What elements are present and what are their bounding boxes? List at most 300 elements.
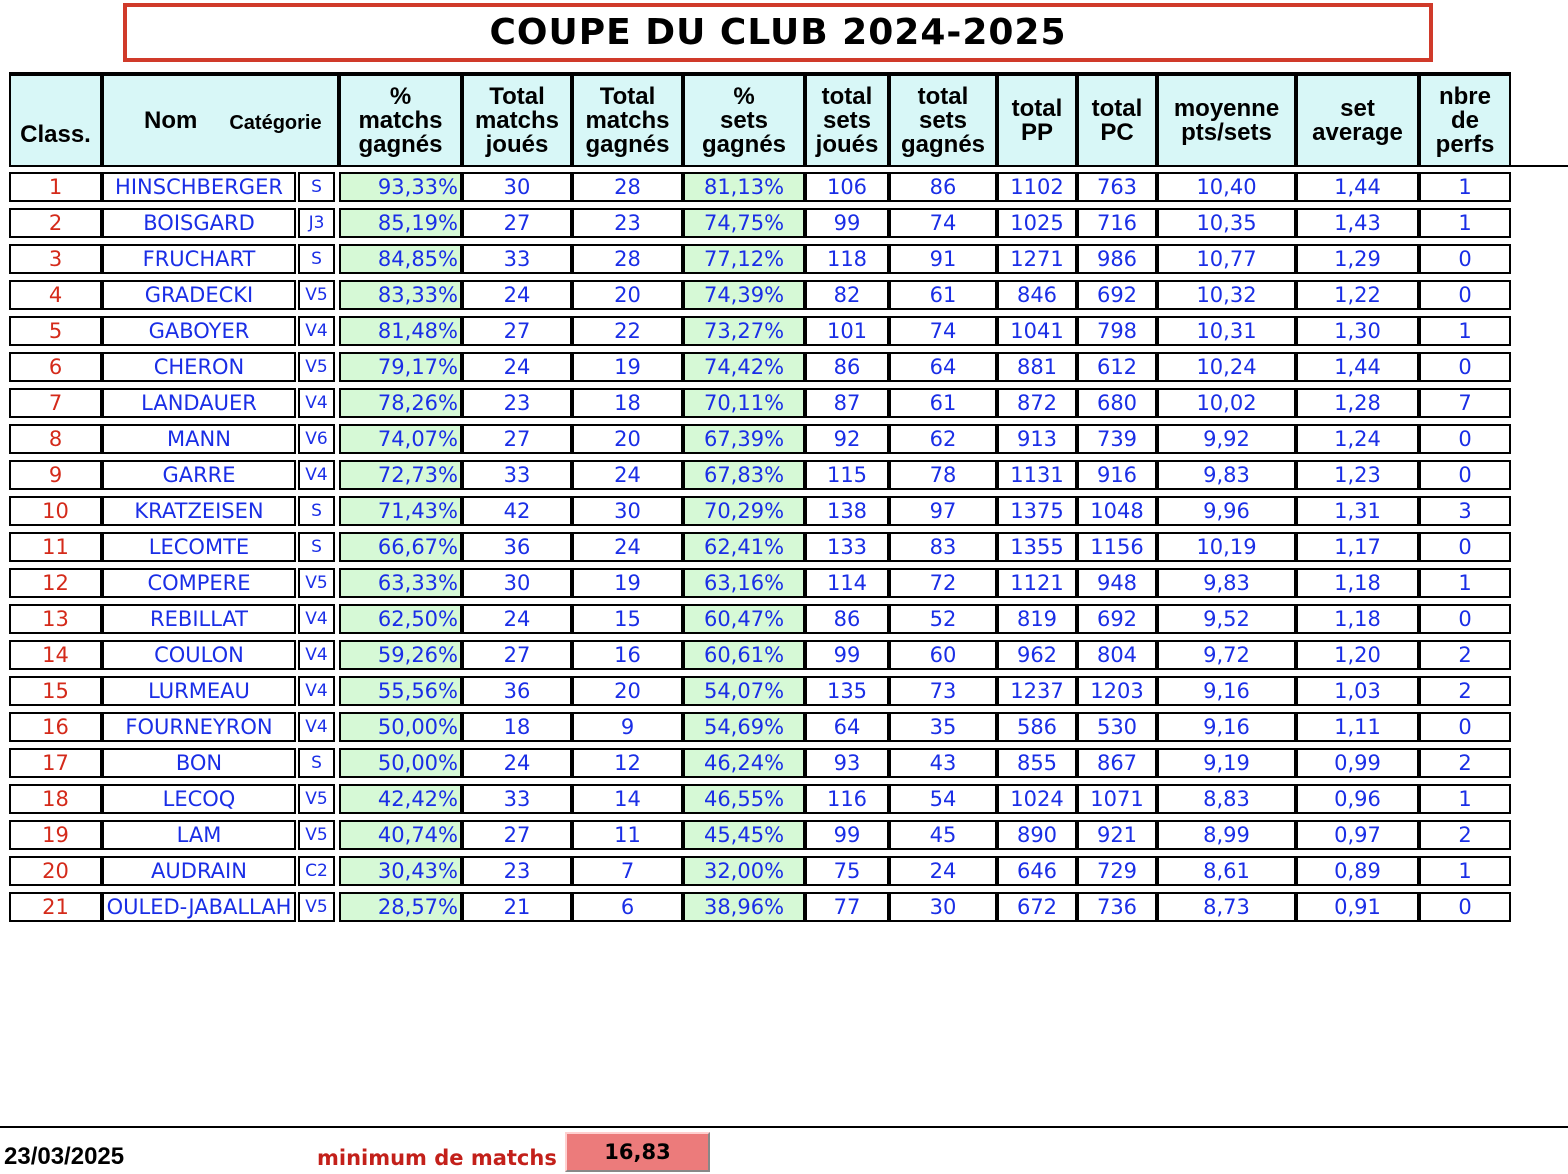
- matchs-joues-cell: 33: [462, 460, 572, 490]
- sets-gagnes-cell: 45: [889, 820, 997, 850]
- total-pc-cell: 729: [1077, 856, 1157, 886]
- set-average-cell: 1,44: [1296, 172, 1419, 202]
- category-cell: V6: [298, 424, 335, 454]
- rank-cell: 7: [9, 388, 102, 418]
- matchs-joues-cell: 33: [462, 784, 572, 814]
- moyenne-cell: 9,83: [1157, 460, 1296, 490]
- sets-joues-cell: 133: [805, 532, 889, 562]
- sets-gagnes-cell: 52: [889, 604, 997, 634]
- set-average-cell: 1,17: [1296, 532, 1419, 562]
- total-pc-cell: 948: [1077, 568, 1157, 598]
- category-cell: V4: [298, 388, 335, 418]
- header-total-sets-gagnes-line: gagnés: [900, 130, 986, 158]
- category-cell: S: [298, 244, 335, 274]
- perfs-cell: 0: [1419, 712, 1511, 742]
- matchs-gagnes-cell: 20: [572, 280, 683, 310]
- category-cell: J3: [298, 208, 335, 238]
- header-pct-sets: [683, 72, 805, 167]
- player-name-cell: COULON: [102, 640, 296, 670]
- header-pct-matchs: [339, 72, 462, 167]
- moyenne-cell: 10,02: [1157, 388, 1296, 418]
- category-cell: V4: [298, 712, 335, 742]
- header-total-matchs-gagnes-line: gagnés: [585, 130, 670, 158]
- sets-gagnes-cell: 78: [889, 460, 997, 490]
- rank-cell: 10: [9, 496, 102, 526]
- matchs-gagnes-cell: 11: [572, 820, 683, 850]
- category-cell: V4: [298, 316, 335, 346]
- moyenne-cell: 9,16: [1157, 712, 1296, 742]
- pct-sets-cell: 73,27%: [683, 316, 805, 346]
- sets-joues-cell: 82: [805, 280, 889, 310]
- rank-cell: 19: [9, 820, 102, 850]
- header-pct-matchs-line: matchs: [358, 106, 443, 134]
- set-average-cell: 0,91: [1296, 892, 1419, 922]
- sets-gagnes-cell: 86: [889, 172, 997, 202]
- sets-gagnes-cell: 97: [889, 496, 997, 526]
- matchs-joues-cell: 36: [462, 532, 572, 562]
- set-average-cell: 1,31: [1296, 496, 1419, 526]
- matchs-joues-cell: 24: [462, 604, 572, 634]
- sets-gagnes-cell: 35: [889, 712, 997, 742]
- rank-cell: 20: [9, 856, 102, 886]
- header-pct-matchs-line: gagnés: [358, 130, 443, 158]
- total-pp-cell: 872: [997, 388, 1077, 418]
- matchs-joues-cell: 27: [462, 208, 572, 238]
- sets-gagnes-cell: 74: [889, 316, 997, 346]
- category-cell: V5: [298, 352, 335, 382]
- player-name-cell: FOURNEYRON: [102, 712, 296, 742]
- sets-joues-cell: 135: [805, 676, 889, 706]
- header-moyenne-line: moyenne: [1173, 94, 1280, 122]
- pct-matchs-cell: 84,85%: [339, 244, 462, 274]
- pct-matchs-cell: 42,42%: [339, 784, 462, 814]
- header-total-matchs-gagnes-line: Total: [599, 82, 656, 110]
- total-pc-cell: 739: [1077, 424, 1157, 454]
- sets-gagnes-cell: 43: [889, 748, 997, 778]
- pct-sets-cell: 74,39%: [683, 280, 805, 310]
- pct-sets-cell: 54,07%: [683, 676, 805, 706]
- matchs-gagnes-cell: 9: [572, 712, 683, 742]
- total-pp-cell: 855: [997, 748, 1077, 778]
- rank-cell: 2: [9, 208, 102, 238]
- header-pct-matchs-line: %: [389, 82, 412, 110]
- total-pc-cell: 798: [1077, 316, 1157, 346]
- pct-sets-cell: 54,69%: [683, 712, 805, 742]
- sets-joues-cell: 64: [805, 712, 889, 742]
- pct-sets-cell: 63,16%: [683, 568, 805, 598]
- set-average-cell: 1,18: [1296, 604, 1419, 634]
- perfs-cell: 0: [1419, 892, 1511, 922]
- moyenne-cell: 10,35: [1157, 208, 1296, 238]
- rank-cell: 5: [9, 316, 102, 346]
- total-pc-cell: 716: [1077, 208, 1157, 238]
- moyenne-cell: 8,83: [1157, 784, 1296, 814]
- matchs-gagnes-cell: 14: [572, 784, 683, 814]
- rank-cell: 16: [9, 712, 102, 742]
- sets-joues-cell: 99: [805, 640, 889, 670]
- rank-cell: 3: [9, 244, 102, 274]
- moyenne-cell: 10,31: [1157, 316, 1296, 346]
- set-average-cell: 1,44: [1296, 352, 1419, 382]
- header-total-matchs-gagnes: [572, 72, 683, 167]
- matchs-joues-cell: 27: [462, 640, 572, 670]
- total-pp-cell: 1041: [997, 316, 1077, 346]
- rank-cell: 12: [9, 568, 102, 598]
- pct-matchs-cell: 28,57%: [339, 892, 462, 922]
- matchs-gagnes-cell: 15: [572, 604, 683, 634]
- category-cell: V4: [298, 640, 335, 670]
- matchs-joues-cell: 18: [462, 712, 572, 742]
- pct-matchs-cell: 62,50%: [339, 604, 462, 634]
- page-title: COUPE DU CLUB 2024-2025: [489, 12, 1067, 53]
- player-name-cell: GRADECKI: [102, 280, 296, 310]
- set-average-cell: 1,30: [1296, 316, 1419, 346]
- set-average-cell: 1,03: [1296, 676, 1419, 706]
- matchs-gagnes-cell: 18: [572, 388, 683, 418]
- total-pp-cell: 672: [997, 892, 1077, 922]
- total-pp-cell: 1237: [997, 676, 1077, 706]
- moyenne-cell: 10,32: [1157, 280, 1296, 310]
- perfs-cell: 0: [1419, 280, 1511, 310]
- total-pp-cell: 1131: [997, 460, 1077, 490]
- matchs-gagnes-cell: 28: [572, 172, 683, 202]
- sets-joues-cell: 92: [805, 424, 889, 454]
- matchs-joues-cell: 30: [462, 172, 572, 202]
- header-pct-sets-line: %: [733, 82, 755, 110]
- pct-sets-cell: 46,24%: [683, 748, 805, 778]
- footer-divider: [0, 1126, 1568, 1128]
- header-total-pp-line: total: [1011, 94, 1063, 122]
- total-pc-cell: 1071: [1077, 784, 1157, 814]
- rank-cell: 18: [9, 784, 102, 814]
- sets-joues-cell: 75: [805, 856, 889, 886]
- pct-sets-cell: 45,45%: [683, 820, 805, 850]
- sets-gagnes-cell: 73: [889, 676, 997, 706]
- total-pc-cell: 1156: [1077, 532, 1157, 562]
- sets-joues-cell: 77: [805, 892, 889, 922]
- total-pp-cell: 913: [997, 424, 1077, 454]
- total-pc-cell: 804: [1077, 640, 1157, 670]
- total-pc-cell: 1203: [1077, 676, 1157, 706]
- matchs-gagnes-cell: 28: [572, 244, 683, 274]
- set-average-cell: 0,96: [1296, 784, 1419, 814]
- rank-cell: 15: [9, 676, 102, 706]
- rank-cell: 1: [9, 172, 102, 202]
- header-nom: [102, 72, 339, 167]
- header-total-sets-joues: [805, 72, 889, 167]
- total-pp-cell: 1271: [997, 244, 1077, 274]
- category-cell: S: [298, 532, 335, 562]
- moyenne-cell: 10,19: [1157, 532, 1296, 562]
- matchs-gagnes-cell: 24: [572, 532, 683, 562]
- sets-gagnes-cell: 60: [889, 640, 997, 670]
- sets-gagnes-cell: 64: [889, 352, 997, 382]
- header-nbre-perfs-line: nbre: [1438, 82, 1491, 110]
- category-cell: C2: [298, 856, 335, 886]
- total-pc-cell: 763: [1077, 172, 1157, 202]
- pct-matchs-cell: 74,07%: [339, 424, 462, 454]
- header-total-pc: [1077, 72, 1157, 167]
- moyenne-cell: 9,52: [1157, 604, 1296, 634]
- sets-joues-cell: 106: [805, 172, 889, 202]
- total-pc-cell: 986: [1077, 244, 1157, 274]
- sets-joues-cell: 101: [805, 316, 889, 346]
- header-total-sets-gagnes-line: sets: [918, 106, 968, 134]
- total-pc-cell: 1048: [1077, 496, 1157, 526]
- sets-joues-cell: 99: [805, 820, 889, 850]
- matchs-gagnes-cell: 24: [572, 460, 683, 490]
- category-cell: S: [298, 748, 335, 778]
- perfs-cell: 2: [1419, 820, 1511, 850]
- pct-matchs-cell: 79,17%: [339, 352, 462, 382]
- pct-matchs-cell: 55,56%: [339, 676, 462, 706]
- pct-matchs-cell: 85,19%: [339, 208, 462, 238]
- header-total-pc-line: PC: [1100, 118, 1134, 146]
- moyenne-cell: 10,24: [1157, 352, 1296, 382]
- header-nbre-perfs-line: perfs: [1435, 130, 1495, 158]
- moyenne-cell: 9,72: [1157, 640, 1296, 670]
- sets-gagnes-cell: 62: [889, 424, 997, 454]
- header-total-pc-line: total: [1091, 94, 1143, 122]
- header-nbre-perfs-line: de: [1450, 106, 1479, 134]
- pct-matchs-cell: 71,43%: [339, 496, 462, 526]
- moyenne-cell: 9,92: [1157, 424, 1296, 454]
- rank-cell: 4: [9, 280, 102, 310]
- pct-sets-cell: 67,83%: [683, 460, 805, 490]
- rank-cell: 11: [9, 532, 102, 562]
- sets-gagnes-cell: 61: [889, 280, 997, 310]
- total-pp-cell: 1355: [997, 532, 1077, 562]
- perfs-cell: 0: [1419, 460, 1511, 490]
- category-cell: S: [298, 496, 335, 526]
- header-set-average: [1296, 72, 1419, 167]
- sets-gagnes-cell: 30: [889, 892, 997, 922]
- player-name-cell: BOISGARD: [102, 208, 296, 238]
- pct-matchs-cell: 40,74%: [339, 820, 462, 850]
- category-cell: S: [298, 172, 335, 202]
- player-name-cell: COMPERE: [102, 568, 296, 598]
- sets-joues-cell: 93: [805, 748, 889, 778]
- total-pp-cell: 819: [997, 604, 1077, 634]
- total-pp-cell: 1024: [997, 784, 1077, 814]
- pct-matchs-cell: 63,33%: [339, 568, 462, 598]
- perfs-cell: 2: [1419, 640, 1511, 670]
- header-total-matchs-gagnes-line: matchs: [585, 106, 670, 134]
- header-pct-sets-line: gagnés: [701, 130, 787, 158]
- pct-sets-cell: 70,29%: [683, 496, 805, 526]
- date-label: 23/03/2025: [4, 1143, 125, 1170]
- perfs-cell: 1: [1419, 784, 1511, 814]
- pct-matchs-cell: 30,43%: [339, 856, 462, 886]
- pct-sets-cell: 38,96%: [683, 892, 805, 922]
- matchs-gagnes-cell: 16: [572, 640, 683, 670]
- pct-sets-cell: 60,47%: [683, 604, 805, 634]
- header-total-sets-joues-line: sets: [822, 106, 872, 134]
- pct-matchs-cell: 50,00%: [339, 712, 462, 742]
- pct-sets-cell: 67,39%: [683, 424, 805, 454]
- perfs-cell: 0: [1419, 604, 1511, 634]
- total-pp-cell: 1121: [997, 568, 1077, 598]
- sets-joues-cell: 87: [805, 388, 889, 418]
- matchs-joues-cell: 24: [462, 352, 572, 382]
- total-pc-cell: 530: [1077, 712, 1157, 742]
- header-total-sets-gagnes: [889, 72, 997, 167]
- pct-sets-cell: 74,75%: [683, 208, 805, 238]
- rank-cell: 13: [9, 604, 102, 634]
- perfs-cell: 1: [1419, 172, 1511, 202]
- set-average-cell: 0,89: [1296, 856, 1419, 886]
- set-average-cell: 1,23: [1296, 460, 1419, 490]
- matchs-gagnes-cell: 23: [572, 208, 683, 238]
- total-pc-cell: 680: [1077, 388, 1157, 418]
- header-nbre-perfs: [1419, 72, 1511, 167]
- total-pp-cell: 1102: [997, 172, 1077, 202]
- matchs-joues-cell: 30: [462, 568, 572, 598]
- set-average-cell: 1,28: [1296, 388, 1419, 418]
- total-pp-cell: 1025: [997, 208, 1077, 238]
- perfs-cell: 1: [1419, 208, 1511, 238]
- header-pct-sets-line: sets: [719, 106, 769, 134]
- moyenne-cell: 10,77: [1157, 244, 1296, 274]
- perfs-cell: 1: [1419, 568, 1511, 598]
- total-pp-cell: 846: [997, 280, 1077, 310]
- minimum-matches-value[interactable]: 16,83: [565, 1132, 710, 1172]
- category-cell: V5: [298, 280, 335, 310]
- total-pp-cell: 586: [997, 712, 1077, 742]
- moyenne-cell: 9,19: [1157, 748, 1296, 778]
- header-divider: [1510, 165, 1568, 167]
- header-categorie-label: Catégorie: [229, 111, 322, 134]
- pct-sets-cell: 62,41%: [683, 532, 805, 562]
- total-pp-cell: 881: [997, 352, 1077, 382]
- set-average-cell: 1,43: [1296, 208, 1419, 238]
- sets-joues-cell: 99: [805, 208, 889, 238]
- set-average-cell: 1,29: [1296, 244, 1419, 274]
- pct-sets-cell: 32,00%: [683, 856, 805, 886]
- player-name-cell: LECOQ: [102, 784, 296, 814]
- matchs-joues-cell: 23: [462, 388, 572, 418]
- sets-joues-cell: 115: [805, 460, 889, 490]
- moyenne-cell: 8,73: [1157, 892, 1296, 922]
- matchs-joues-cell: 33: [462, 244, 572, 274]
- category-cell: V4: [298, 460, 335, 490]
- header-total-sets-joues-line: joués: [815, 130, 879, 158]
- player-name-cell: FRUCHART: [102, 244, 296, 274]
- total-pp-cell: 646: [997, 856, 1077, 886]
- sets-joues-cell: 86: [805, 352, 889, 382]
- pct-sets-cell: 74,42%: [683, 352, 805, 382]
- matchs-gagnes-cell: 30: [572, 496, 683, 526]
- moyenne-cell: 9,16: [1157, 676, 1296, 706]
- rank-cell: 21: [9, 892, 102, 922]
- moyenne-cell: 9,96: [1157, 496, 1296, 526]
- header-moyenne-line: pts/sets: [1181, 118, 1272, 146]
- player-name-cell: MANN: [102, 424, 296, 454]
- pct-sets-cell: 77,12%: [683, 244, 805, 274]
- matchs-gagnes-cell: 19: [572, 568, 683, 598]
- matchs-joues-cell: 23: [462, 856, 572, 886]
- player-name-cell: REBILLAT: [102, 604, 296, 634]
- header-class: [9, 72, 102, 167]
- matchs-joues-cell: 42: [462, 496, 572, 526]
- header-class-label: Class.: [20, 120, 91, 148]
- pct-sets-cell: 81,13%: [683, 172, 805, 202]
- perfs-cell: 2: [1419, 676, 1511, 706]
- pct-matchs-cell: 59,26%: [339, 640, 462, 670]
- pct-matchs-cell: 72,73%: [339, 460, 462, 490]
- player-name-cell: AUDRAIN: [102, 856, 296, 886]
- pct-sets-cell: 60,61%: [683, 640, 805, 670]
- set-average-cell: 1,18: [1296, 568, 1419, 598]
- pct-matchs-cell: 81,48%: [339, 316, 462, 346]
- matchs-joues-cell: 27: [462, 316, 572, 346]
- matchs-gagnes-cell: 20: [572, 676, 683, 706]
- pct-matchs-cell: 50,00%: [339, 748, 462, 778]
- player-name-cell: OULED-JABALLAH: [102, 892, 296, 922]
- header-total-matchs-joues: [462, 72, 572, 167]
- matchs-joues-cell: 24: [462, 748, 572, 778]
- sets-gagnes-cell: 72: [889, 568, 997, 598]
- total-pp-cell: 890: [997, 820, 1077, 850]
- sets-gagnes-cell: 61: [889, 388, 997, 418]
- player-name-cell: HINSCHBERGER: [102, 172, 296, 202]
- matchs-gagnes-cell: 7: [572, 856, 683, 886]
- header-total-matchs-joues-line: joués: [485, 130, 549, 158]
- rank-cell: 17: [9, 748, 102, 778]
- set-average-cell: 0,99: [1296, 748, 1419, 778]
- perfs-cell: 0: [1419, 352, 1511, 382]
- moyenne-cell: 9,83: [1157, 568, 1296, 598]
- total-pp-cell: 1375: [997, 496, 1077, 526]
- pct-sets-cell: 70,11%: [683, 388, 805, 418]
- header-total-matchs-joues-line: Total: [489, 82, 545, 110]
- minimum-matches-label: minimum de matchs: [317, 1146, 557, 1170]
- total-pc-cell: 736: [1077, 892, 1157, 922]
- header-total-pp: [997, 72, 1077, 167]
- title-box: [123, 3, 1433, 62]
- pct-matchs-cell: 66,67%: [339, 532, 462, 562]
- sets-gagnes-cell: 91: [889, 244, 997, 274]
- sets-joues-cell: 114: [805, 568, 889, 598]
- header-total-sets-joues-line: total: [821, 82, 873, 110]
- matchs-gagnes-cell: 20: [572, 424, 683, 454]
- set-average-cell: 1,11: [1296, 712, 1419, 742]
- perfs-cell: 3: [1419, 496, 1511, 526]
- header-total-sets-gagnes-line: total: [917, 82, 969, 110]
- perfs-cell: 2: [1419, 748, 1511, 778]
- player-name-cell: BON: [102, 748, 296, 778]
- player-name-cell: GABOYER: [102, 316, 296, 346]
- rank-cell: 14: [9, 640, 102, 670]
- total-pc-cell: 916: [1077, 460, 1157, 490]
- perfs-cell: 0: [1419, 532, 1511, 562]
- sets-gagnes-cell: 54: [889, 784, 997, 814]
- sets-gagnes-cell: 74: [889, 208, 997, 238]
- category-cell: V4: [298, 676, 335, 706]
- sets-joues-cell: 86: [805, 604, 889, 634]
- header-total-pp-line: PP: [1020, 118, 1053, 146]
- player-name-cell: LURMEAU: [102, 676, 296, 706]
- perfs-cell: 7: [1419, 388, 1511, 418]
- moyenne-cell: 8,99: [1157, 820, 1296, 850]
- perfs-cell: 1: [1419, 316, 1511, 346]
- pct-matchs-cell: 83,33%: [339, 280, 462, 310]
- category-cell: V5: [298, 820, 335, 850]
- header-set-average-line: set: [1340, 94, 1375, 122]
- pct-matchs-cell: 78,26%: [339, 388, 462, 418]
- matchs-joues-cell: 36: [462, 676, 572, 706]
- header-set-average-line: average: [1312, 118, 1403, 146]
